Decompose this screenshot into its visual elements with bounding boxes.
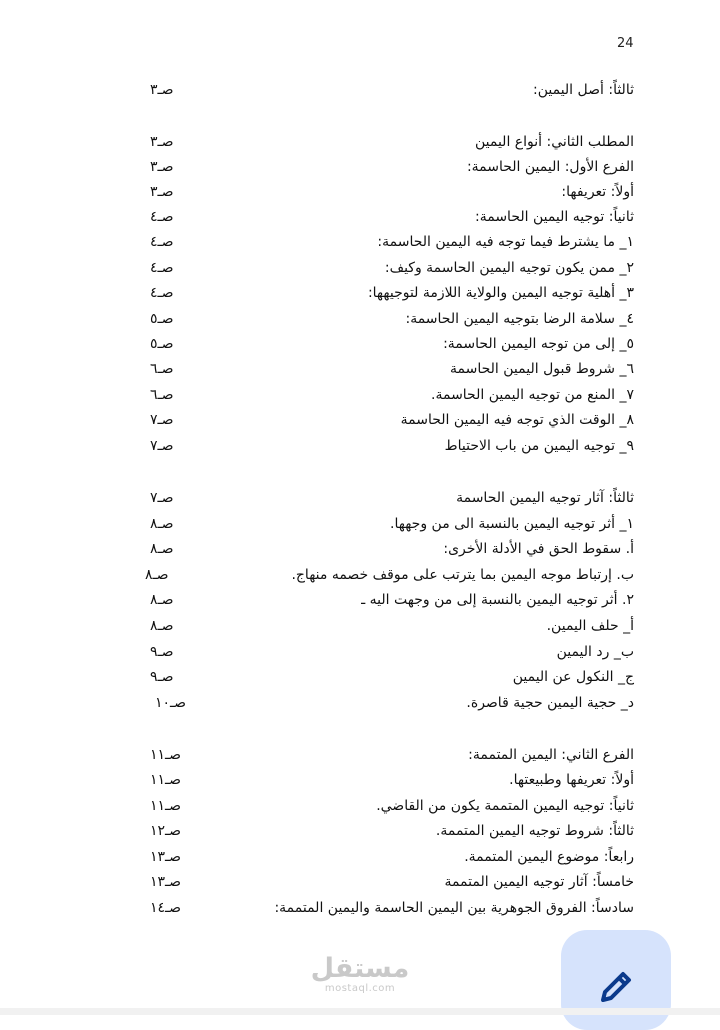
toc-entry [0, 743, 720, 767]
toc-entry [0, 155, 720, 179]
toc-entry-page: صـ٧ [150, 490, 174, 506]
page-number: 24 [617, 36, 634, 51]
toc-entry [0, 307, 720, 331]
watermark-url: mostaql.com [324, 983, 396, 994]
edit-button[interactable] [561, 930, 671, 1030]
toc-entry [0, 640, 720, 664]
toc-entry [0, 357, 720, 381]
toc-entry-title: ٤_ سلامة الرضا بتوجيه اليمين الحاسمة: [405, 311, 634, 327]
toc-entry [0, 563, 720, 587]
toc-entry-page: صـ١٣ [150, 874, 182, 890]
toc-entry-title: ج_ النكول عن اليمين [512, 669, 634, 685]
toc-entry-title: ١_ ما يشترط فيما توجه فيه اليمين الحاسمة: [377, 234, 634, 250]
toc-entry-page: صـ١١ [150, 772, 182, 788]
toc-entry-title: ٩_ توجيه اليمين من باب الاحتياط [444, 438, 634, 454]
toc-entry [0, 665, 720, 689]
toc-entry-title: ٥_ إلى من توجه اليمين الحاسمة: [443, 336, 634, 352]
toc-entry [0, 845, 720, 869]
toc-entry-title: رابعاً: موضوع اليمين المتممة. [464, 849, 634, 865]
toc-entry-page: صـ١١ [150, 747, 182, 763]
toc-entry-page: صـ١٢ [150, 823, 182, 839]
toc-entry [0, 819, 720, 843]
toc-entry-title: أ_ حلف اليمين. [546, 618, 634, 634]
toc-entry-title: أولاً: تعريفها: [561, 184, 634, 200]
toc-entry-title: ثانياً: توجيه اليمين الحاسمة: [475, 209, 634, 225]
toc-entry [0, 180, 720, 204]
toc-entry-page: صـ١٣ [150, 849, 182, 865]
toc-entry-title: ١_ أثر توجيه اليمين بالنسبة الى من وجهها. [390, 516, 634, 532]
bottom-bar [0, 1008, 720, 1015]
toc-entry-page: صـ٨ [150, 541, 174, 557]
watermark [310, 955, 410, 995]
toc-entry-title: سادساً: الفروق الجوهرية بين اليمين الحاسمة واليمين المتممة: [274, 900, 634, 916]
toc-entry [0, 870, 720, 894]
toc-entry-page: صـ١٤ [150, 900, 182, 916]
toc-entry-title: ثانياً: توجيه اليمين المتممة يكون من القاضي. [376, 798, 634, 814]
toc-entry-title: المطلب الثاني: أنواع اليمين [474, 134, 634, 150]
toc-entry [0, 768, 720, 792]
toc-entry [0, 230, 720, 254]
toc-entry-page: صـ٧ [150, 412, 174, 428]
toc-entry-page: صـ٤ [150, 234, 174, 250]
pencil-icon [595, 966, 637, 1008]
toc-entry-page: صـ٤ [150, 209, 174, 225]
toc-entry-page: صـ٥ [150, 311, 174, 327]
toc-entry-title: ٢_ ممن يكون توجيه اليمين الحاسمة وكيف: [384, 260, 634, 276]
toc-entry-title: خامساً: آثار توجيه اليمين المتممة [444, 874, 634, 890]
toc-entry-page: صـ٨ [150, 618, 174, 634]
toc-entry [0, 281, 720, 305]
toc-entry-title: ب. إرتباط موجه اليمين بما يترتب على موقف خصمه منهاج. [291, 567, 634, 583]
toc-entry-title: ٧_ المنع من توجيه اليمين الحاسمة. [431, 387, 634, 403]
toc-entry-page: صـ١١ [150, 798, 182, 814]
toc-entry [0, 256, 720, 280]
toc-entry-page: صـ٣ [150, 184, 174, 200]
toc-entry [0, 434, 720, 458]
toc-entry-title: ٣_ أهلية توجيه اليمين والولاية اللازمة لتوجيهها: [367, 285, 634, 301]
toc-entry [0, 486, 720, 510]
toc-entry-page: صـ٩ [150, 644, 174, 660]
toc-entry [0, 383, 720, 407]
toc-entry-page: صـ٨ [150, 592, 174, 608]
toc-entry-title: ثالثاً: شروط توجيه اليمين المتممة. [435, 823, 634, 839]
toc-entry [0, 78, 720, 102]
toc-entry-page: صـ١٠ [155, 695, 187, 711]
toc-entry-title: الفرع الثاني: اليمين المتممة: [468, 747, 634, 763]
toc-entry-page: صـ٨ [145, 567, 169, 583]
toc-entry-page: صـ٥ [150, 336, 174, 352]
toc-entry [0, 588, 720, 612]
toc-entry-page: صـ٧ [150, 438, 174, 454]
toc-entry-page: صـ٣ [150, 159, 174, 175]
toc-entry [0, 130, 720, 154]
toc-entry-page: صـ٨ [150, 516, 174, 532]
toc-entry-title: أولاً: تعريفها وطبيعتها. [509, 772, 634, 788]
toc-entry [0, 614, 720, 638]
toc-entry-page: صـ٤ [150, 285, 174, 301]
toc-entry [0, 896, 720, 920]
toc-entry-title: الفرع الأول: اليمين الحاسمة: [466, 159, 634, 175]
toc-entry [0, 691, 720, 715]
toc-entry-title: ٦_ شروط قبول اليمين الحاسمة [450, 361, 634, 377]
toc-entry [0, 794, 720, 818]
watermark-logo-text: مستقل [310, 953, 410, 984]
toc-entry-title: أ. سقوط الحق في الأدلة الأخرى: [443, 541, 634, 557]
toc-entry [0, 205, 720, 229]
toc-entry-title: ثالثاً: أصل اليمين: [533, 82, 634, 98]
toc-entry-page: صـ٩ [150, 669, 174, 685]
toc-entry-title: ب_ رد اليمين [556, 644, 634, 660]
toc-entry-title: ٨_ الوقت الذي توجه فيه اليمين الحاسمة [400, 412, 634, 428]
toc-entry-title: ثالثاً: آثار توجيه اليمين الحاسمة [456, 490, 634, 506]
toc-entry-page: صـ٣ [150, 82, 174, 98]
toc-entry-page: صـ٦ [150, 387, 174, 403]
toc-entry-page: صـ٣ [150, 134, 174, 150]
toc-entry [0, 408, 720, 432]
toc-entry-page: صـ٦ [150, 361, 174, 377]
toc-entry-title: د_ حجية اليمين حجية قاصرة. [466, 695, 634, 711]
toc-entry [0, 512, 720, 536]
toc-entry-title: ٢. أثر توجيه اليمين بالنسبة إلى من وجهت اليه ـ [361, 592, 634, 608]
toc-entry [0, 537, 720, 561]
toc-entry-page: صـ٤ [150, 260, 174, 276]
toc-entry [0, 332, 720, 356]
